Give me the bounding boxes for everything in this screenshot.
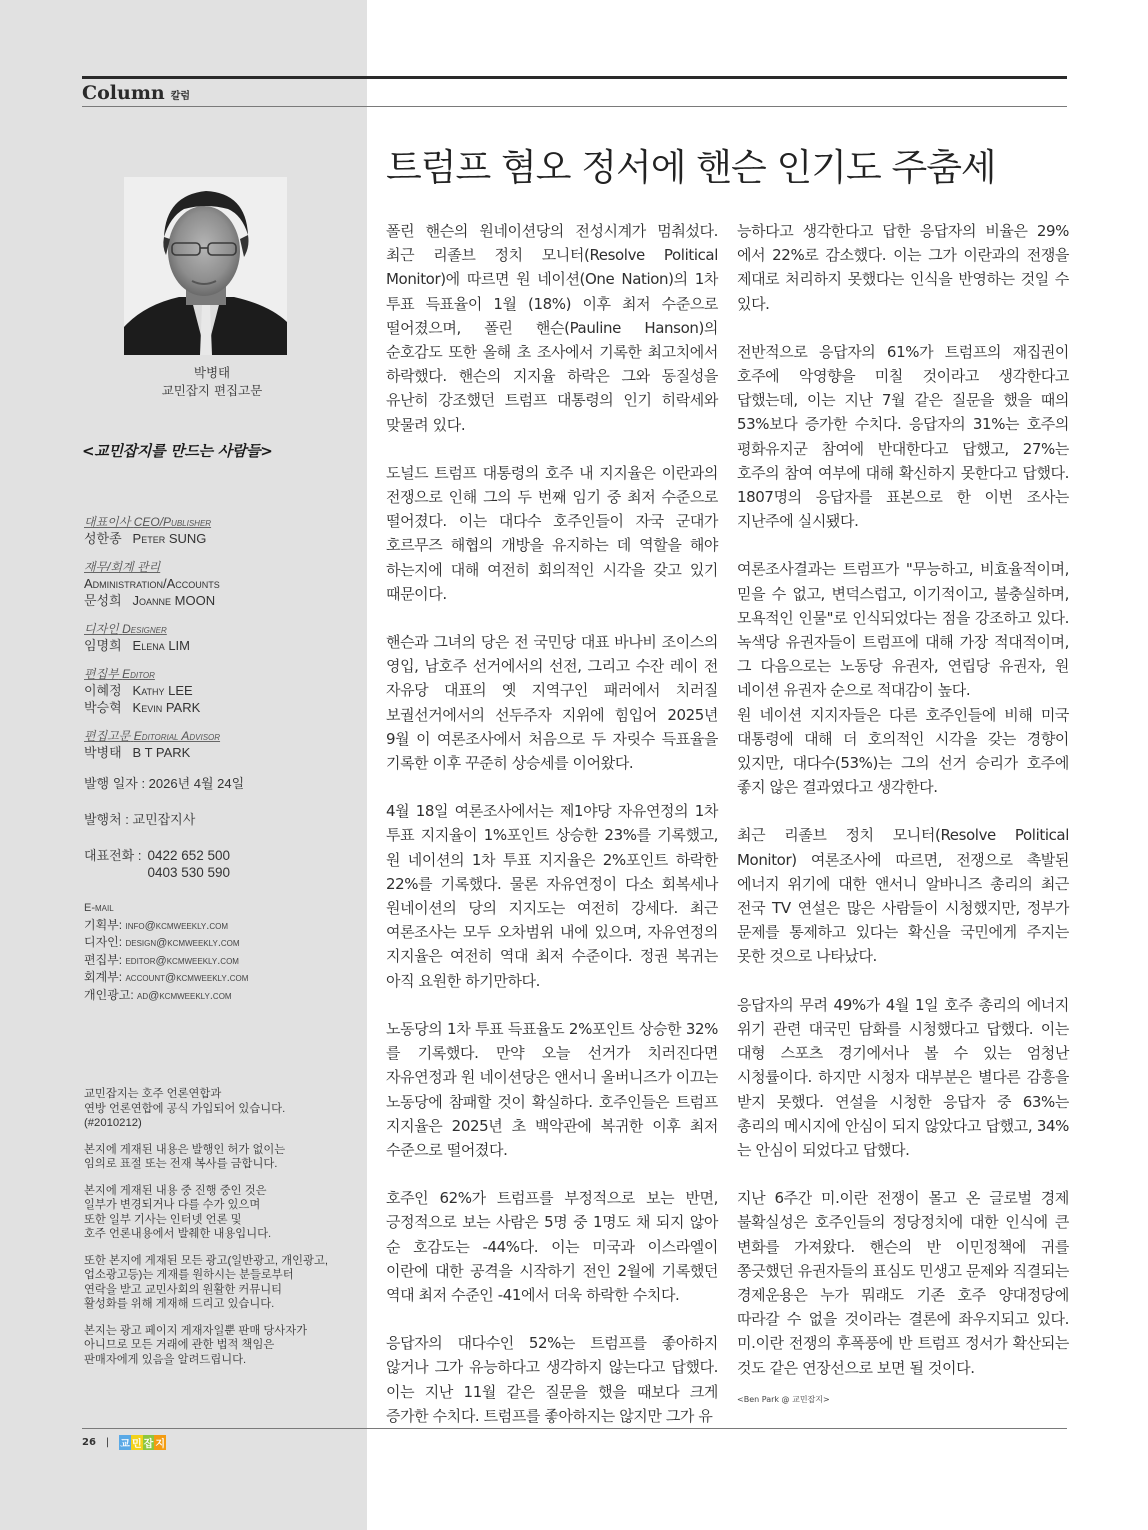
staff-role: [84, 514, 211, 530]
member-name-en: Elena LIM: [132, 638, 190, 653]
email-dept: 회계부:: [84, 970, 123, 984]
article-paragraph: 응답자의 대다수인 52%는 트럼프를 좋아하지 않거나 그가 유능하다고 생각하지 않는다고 답했다. 이는 지난 11월 같은 질문을 했을 때보다 크게 증가한 수치다. 트럼프를 좋아하지는 않지만 그가 유: [386, 1334, 718, 1425]
member-name-ko: 문성희: [84, 593, 122, 608]
staff-group-accounts: [84, 559, 359, 609]
role-en: Administration/Accounts: [84, 576, 220, 591]
email-dept: 디자인:: [84, 935, 123, 949]
role-en: Editor: [122, 667, 155, 681]
article-paragraph: 최근 리졸브 정치 모니터(Resolve Political Monitor) 여론조사에 따르면, 전쟁으로 촉발된 에너지 위기에 대한 앤서니 알바니즈 총리의 최근 전국 TV 연설은 많은 사람들이 시청했지만, 정부가 문제를 통제하고 있다는 확신을 국민에게 주지는 못한 것으로 나타났다.: [737, 826, 1069, 966]
phone-numbers: [147, 847, 230, 881]
publisher: 발행처 : 교민잡지사: [84, 812, 196, 827]
article-paragraph: 지난 6주간 미.이란 전쟁이 몰고 온 글로벌 경제 불확실성은 호주인들의 정당정치에 대한 인식에 큰 변화를 가져왔다. 핸슨의 반 이민정책에 귀를 쫑긋했던 유권자들의 표심도 민생고 문제와 직결되는 경제운용은 누가 뭐래도 기존 호주 양대정당에 따라갈 수 없을 것이라는 결론에 좌우지되고 있다. 미.이란 전쟁의 후폭풍에 반 트럼프 정서가 확산되는 것도 같은 연장선으로 보면 될 것이다.: [737, 1189, 1069, 1377]
staff-member: [84, 682, 359, 699]
role-ko: 편집부: [84, 667, 119, 681]
magazine-logo: [119, 1435, 166, 1450]
phone-label: 대표전화 :: [84, 848, 142, 863]
staff-role-en: [84, 575, 359, 592]
article-paragraph: 폴린 핸슨의 원네이션당의 전성시계가 멈춰섰다. 최근 리졸브 정치 모니터(Resolve Political Monitor)에 따르면 원 네이션(One Nation)의 1차 투표 득표율이 1월 (18%) 이후 최저 수준으로 떨어졌으며, 폴린 핸슨(Pauline Hanson)의 순호감도 또한 올해 초 조사에서 기록한 최고치에서 하락했다. 핸슨의 지지율 하락은 그와 동질성을 유난히 강조했던 트럼프 대통령의 인기 히락세와 맞물려 있다.: [386, 222, 718, 434]
email-link[interactable]: ad@kcmweekly.com: [137, 989, 232, 1002]
staff-group-publisher: [84, 514, 359, 547]
notice: 본지에 게재된 내용 중 진행 중인 것은 일부가 변경되거나 다를 수가 있으며 또한 일부 기사는 인터넷 언론 및 호주 언론내용에서 발췌한 내용입니다.: [84, 1184, 272, 1240]
article-paragraph: 노동당의 1차 투표 득표율도 2%포인트 상승한 32%를 기록했다. 만약 오늘 선거가 치러진다면 자유연정과 원 네이션당은 앤서니 올버니즈가 이끄는 노동당에 참패할 것이 확실하다. 호주인들은 트럼프 지지율은 2025년 초 백악관에 복귀한 이후 최저 수준으로 떨어졌다.: [386, 1019, 718, 1159]
author-position: 교민잡지 편집고문: [161, 383, 263, 398]
logo-char: 지: [154, 1435, 166, 1450]
staff-member: [84, 530, 359, 547]
member-name-ko: 임명희: [84, 638, 122, 653]
notice: 교민잡지는 호주 언론연합과 연방 언론연합에 공식 가입되어 있습니다. (#2010212): [84, 1088, 286, 1129]
staff-group-designer: [84, 621, 359, 654]
email-link[interactable]: editor@kcmweekly.com: [125, 954, 239, 967]
portrait-image: [124, 177, 287, 355]
logo-char: 민: [131, 1435, 143, 1450]
email-item: [84, 934, 359, 952]
phone-number[interactable]: 0403 530 590: [147, 865, 231, 880]
email-dept: 기획부:: [84, 917, 123, 932]
member-name-en: Kevin PARK: [132, 700, 201, 715]
article-column-left: [386, 219, 718, 1452]
footer-separator: |: [105, 1437, 110, 1448]
article-paragraph: 핸슨과 그녀의 당은 전 국민당 대표 바나비 조이스의 영입, 남호주 선거에서의 선전, 그리고 수잔 레이 전 자유당 대표의 옛 지역구인 패러에서 치러질 보궐선거에서의 선두주자 지위에 힘입어 2025년 9월 이 여론조사에서 처음으로 두 자릿수 득표율을 기록한 이후 꾸준히 상승세를 이어왔다.: [386, 633, 718, 773]
member-name-en: Peter SUNG: [132, 531, 207, 546]
logo-char: 잡: [143, 1435, 155, 1450]
author-caption: [82, 364, 342, 400]
email-item: [84, 987, 359, 1005]
member-name-ko: 이혜정: [84, 683, 122, 698]
email-link[interactable]: account@kcmweekly.com: [125, 972, 249, 984]
staff-role: [84, 666, 155, 682]
staff-member: [84, 592, 359, 609]
role-en: CEO/Publisher: [133, 515, 212, 529]
article-paragraph: 4월 18일 여론조사에서는 제1야당 자유연정의 1차 투표 지지율이 1%포인트 상승한 23%를 기록했고, 원 네이션의 1차 투표 지지율은 2%포인트 하락한 22%를 기록했다. 물론 자유연정이 다소 회복세나 원네이션의 당의 지지도는 여전히 강세다. 최근 여론조사는 모두 오차범위 내에 있으며, 자유연정의 지지율은 여전히 역대 최저 수준이다. 정권 복귀는 아직 요원한 하기만하다.: [386, 802, 718, 990]
staff-role: [84, 728, 220, 744]
notice: 본지는 광고 페이지 게재자일뿐 판매 당사자가 아니므로 모든 거래에 관한 법적 책임은 판매자에게 있음을 알려드립니다.: [84, 1324, 308, 1366]
author-name: 박병태: [193, 365, 231, 380]
staff-role: [84, 621, 167, 637]
publish-date: 발행 일자 : 2026년 4월 24일: [84, 776, 245, 791]
email-item: [84, 952, 359, 970]
member-name-ko: 박병태: [84, 745, 122, 760]
section-label-ko: 칼럼: [170, 91, 191, 102]
article-paragraph: 여론조사결과는 트럼프가 "무능하고, 비효율적이며, 믿을 수 없고, 변덕스럽고, 이기적이고, 불충실하며, 모욕적인 인물"로 인식되었다는 점을 강조하고 있다. 녹색당 유권자들이 트럼프에 대해 가장 적대적이며, 그 다음으로는 노동당 유권자, 연립당 유권자, 원 네이션 유권자 순으로 적대감이 높다.: [737, 560, 1069, 700]
role-ko: 대표이사: [84, 515, 131, 529]
staff-role: [84, 559, 160, 575]
page-number: 26: [82, 1437, 96, 1448]
role-en: Designer: [122, 622, 167, 636]
article-paragraph: 원 네이션 지지자들은 다른 호주인들에 비해 미국 대통령에 대해 더 호의적인 시각을 갖는 경향이 있지만, 대다수(53%)는 그의 선거 승리가 호주에 좋지 않은 결과였다고 생각한다.: [737, 705, 1069, 797]
email-label: E-mail: [84, 902, 114, 914]
role-ko: 재무/회계 관리: [84, 560, 161, 574]
article-column-right: [737, 219, 1069, 1412]
author-photo: [124, 177, 287, 355]
legal-notices: [84, 1087, 362, 1379]
email-block: [84, 900, 359, 1004]
staff-heading: <교민잡지를 만드는 사람들>: [82, 442, 273, 460]
article-paragraph: 전반적으로 응답자의 61%가 트럼프의 재집권이 호주에 악영향을 미칠 것이라고 생각한다고 답했는데, 이는 지난 7월 같은 질문을 했을 때의 53%보다 증가한 수치다. 응답자의 31%는 호주의 평화유지군 참여에 반대한다고 답했고, 27%는 호주의 참여 여부에 대해 확신하지 못한다고 답했다. 1807명의 응답자를 표본으로 한 이번 조사는 지난주에 실시됐다.: [737, 342, 1069, 531]
staff-member: [84, 744, 359, 761]
notice: 본지에 게재된 내용은 발행인 허가 없이는 임의로 표절 또는 전재 복사를 금합니다.: [84, 1143, 286, 1170]
member-name-en: B T PARK: [132, 745, 191, 760]
notice: 또한 본지에 게재된 모든 광고(일반광고, 개인광고, 업소광고등)는 게재를 원하시는 분들로부터 연락을 받고 교민사회의 원활한 커뮤니티 활성화를 위해 게재해 드리고 있습니다.: [84, 1254, 328, 1310]
staff-member: [84, 637, 359, 654]
page-footer: [82, 1435, 166, 1450]
member-name-en: Kathy LEE: [132, 683, 193, 698]
top-rule: [82, 76, 1067, 79]
role-ko: 디자인: [84, 622, 119, 636]
email-item: [84, 917, 359, 935]
staff-group-editor: [84, 666, 359, 716]
email-link[interactable]: info@kcmweekly.com: [125, 919, 228, 932]
role-en: Editorial Advisor: [133, 729, 221, 743]
member-name-ko: 성한종: [84, 531, 122, 546]
role-ko: 편집고문: [84, 729, 131, 743]
staff-group-advisor: [84, 728, 359, 761]
staff-member: [84, 699, 359, 716]
masthead: [84, 514, 359, 1004]
article-paragraph: 도널드 트럼프 대통령의 호주 내 지지율은 이란과의 전쟁으로 인해 그의 두 번째 임기 중 최저 수준으로 떨어졌다. 이는 대다수 호주인들이 자국 군대가 호르무즈 해협의 개방을 유지하는 데 역할을 해야 하는지에 대해 여전히 회의적인 시각을 갖고 있기 때문이다.: [386, 463, 718, 603]
article-title: 트럼프 혐오 정서에 핸슨 인기도 주춤세: [386, 146, 996, 189]
email-link[interactable]: design@kcmweekly.com: [125, 937, 240, 949]
phone-block: [84, 847, 359, 881]
email-dept: 편집부:: [84, 952, 123, 967]
article-paragraph: 응답자의 무려 49%가 4월 1일 호주 총리의 에너지 위기 관련 대국민 담화를 시청했다고 답했다. 이는 대형 스포츠 경기에서나 볼 수 있는 엄청난 시청률이다. 하지만 시청자 대부분은 별다른 감흥을 받지 못했다. 연설을 시청한 응답자 중 63%는 총리의 메시지에 안심이 되지 않았다고 답했고, 34%는 안심이 되었다고 답했다.: [737, 995, 1069, 1159]
email-item: [84, 969, 359, 987]
section-label: [82, 82, 190, 106]
member-name-en: Joanne MOON: [132, 593, 216, 608]
section-rule: [82, 106, 1067, 107]
phone-number[interactable]: 0422 652 500: [147, 848, 231, 863]
article-byline: <Ben Park @ 교민잡지>: [737, 1394, 830, 1404]
member-name-ko: 박승혁: [84, 700, 122, 715]
article-paragraph: 호주인 62%가 트럼프를 부정적으로 보는 반면, 긍정적으로 보는 사람은 5명 중 1명도 채 되지 않아 순 호감도는 -44%다. 이는 미국과 이스라엘이 이란에 대한 공격을 시작하기 전인 2월에 기록했던 역대 최저 수준인 -41에서 더욱 하락한 수치다.: [386, 1189, 718, 1304]
email-dept: 개인광고:: [84, 987, 134, 1002]
article-paragraph: 능하다고 생각한다고 답한 응답자의 비율은 29%에서 22%로 감소했다. 이는 그가 이란과의 전쟁을 제대로 처리하지 못했다는 인식을 반영하는 것일 수 있다.: [737, 222, 1069, 313]
section-label-en: Column: [82, 82, 165, 104]
logo-char: 교: [119, 1435, 131, 1450]
